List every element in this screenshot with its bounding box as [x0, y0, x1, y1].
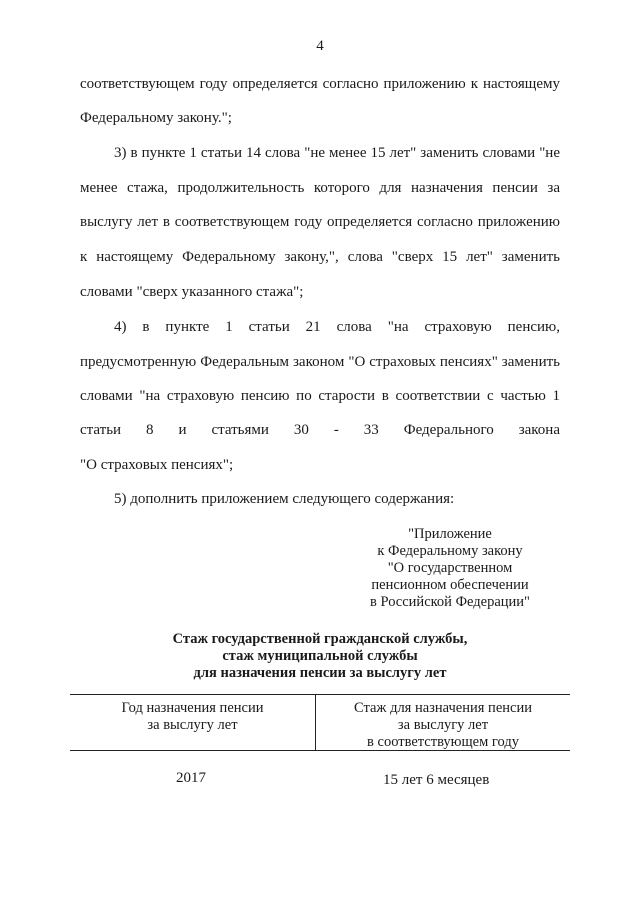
text-line: 3) в пункте 1 статьи 14 слова "не менее 15 лет" заменить словами "не: [114, 145, 560, 161]
text-line: менее стажа, продолжительность которого для назначения пенсии за: [80, 180, 560, 196]
text-line: 5) дополнить приложением следующего содержания:: [114, 491, 455, 507]
text-line: статьи 8 и статьями 30 - 33 Федерального закона: [80, 422, 560, 438]
table-header: [70, 694, 570, 751]
header-line: Год назначения пенсии: [121, 700, 264, 716]
text-line: предусмотренную Федеральным законом "О страховых пенсиях" заменить: [80, 354, 560, 370]
header-service: [316, 700, 570, 751]
header-line: за выслугу лет: [147, 717, 238, 733]
text-line: соответствующем году определяется согласно приложению к настоящему: [80, 76, 560, 92]
header-line: за выслугу лет: [397, 717, 489, 733]
text-line: к настоящему Федеральному закону,", слова "сверх 15 лет" заменить: [80, 249, 560, 265]
appendix-line: к Федеральному закону: [377, 543, 523, 559]
text-line: словами "сверх указанного стажа";: [80, 284, 304, 300]
text-line: 4) в пункте 1 статьи 21 слова "на страховую пенсию,: [114, 319, 560, 335]
title-line: стаж муниципальной службы: [222, 648, 418, 664]
text-line: словами "на страховую пенсию по старости в соответствии с частью 1: [80, 388, 560, 404]
title-line: для назначения пенсии за выслугу лет: [193, 665, 447, 681]
cell-service: 15 лет 6 месяцев: [383, 772, 490, 788]
appendix-line: "Приложение: [408, 526, 492, 542]
appendix-line: пенсионном обеспечении: [371, 577, 529, 593]
appendix-line: "О государственном: [387, 560, 513, 576]
text-line: "О страховых пенсиях";: [80, 457, 234, 473]
page-number: 4: [316, 38, 324, 54]
text-line: выслугу лет в соответствующем году определяется согласно приложению: [80, 214, 560, 230]
cell-year: 2017: [176, 770, 206, 786]
header-line: Стаж для назначения пенсии: [354, 700, 532, 716]
text-line: Федеральному закону.";: [80, 110, 232, 126]
header-line: в соответствующем году: [367, 734, 519, 750]
appendix-line: в Российской Федерации": [370, 594, 530, 610]
header-year: [70, 700, 315, 734]
title-line: Стаж государственной гражданской службы,: [172, 631, 468, 647]
